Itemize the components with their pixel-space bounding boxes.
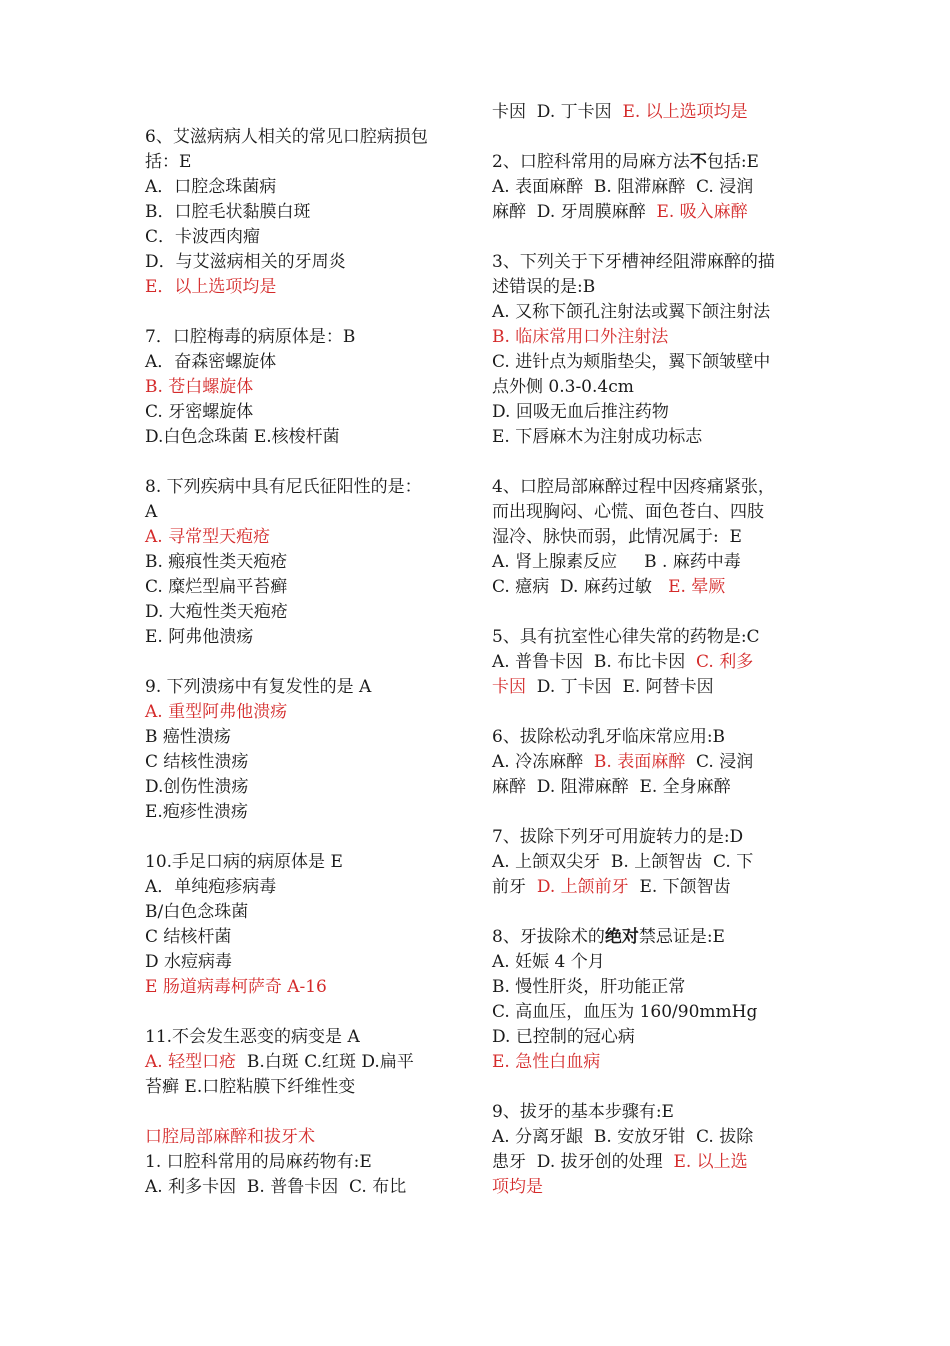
question-text-part: 8、牙拔除术的 <box>492 927 605 947</box>
option-line <box>492 875 812 900</box>
question-10 <box>145 850 463 1000</box>
question-6-extraction <box>492 725 812 800</box>
question-11 <box>145 1025 463 1100</box>
question-1-continued <box>492 100 812 125</box>
emphasis: 不 <box>689 152 707 172</box>
option: 麻醉 D. 阻滞麻醉 E. 全身麻醉 <box>492 777 731 797</box>
option: C 结核性溃疡 <box>145 752 249 772</box>
option: C. 高血压，血压为 160/90mmHg <box>492 1002 758 1022</box>
option: D.白色念珠菌 E.核梭杆菌 <box>145 427 340 447</box>
correct-answer: A. 轻型口疮 <box>145 1052 237 1072</box>
option: A. 肾上腺素反应 B . 麻药中毒 <box>492 552 741 572</box>
option: 患牙 D. 拔牙创的处理 <box>492 1152 674 1172</box>
question-7-extraction <box>492 825 812 900</box>
option: C．卡波西肉瘤 <box>145 227 261 247</box>
option: B. 慢性肝炎，肝功能正常 <box>492 977 686 997</box>
correct-answer: E. 吸入麻醉 <box>656 202 748 222</box>
question-text: 9. 下列溃疡中有复发性的是 A <box>145 677 372 697</box>
question-text-part: 2、口腔科常用的局麻方法 <box>492 152 690 172</box>
correct-answer: A. 寻常型天疱疮 <box>145 527 271 547</box>
correct-answer: E. 以上选项均是 <box>622 102 748 122</box>
option: A. 表面麻醉 B. 阻滞麻醉 C. 浸润 <box>492 177 754 197</box>
option: D. 回吸无血后推注药物 <box>492 402 669 422</box>
option-line <box>492 675 812 700</box>
left-column <box>145 125 463 1200</box>
question-text: 括：E <box>145 152 192 172</box>
correct-answer: E. 急性白血病 <box>492 1052 601 1072</box>
option: A. 利多卡因 B. 普鲁卡因 C. 布比 <box>145 1177 407 1197</box>
option: A．口腔念珠菌病 <box>145 177 277 197</box>
question-text: 3、下列关于下牙槽神经阻滞麻醉的描 <box>492 252 775 272</box>
question-text: 8. 下列疾病中具有尼氏征阳性的是： <box>145 477 422 497</box>
question-5 <box>492 625 812 700</box>
correct-answer: A. 重型阿弗他溃疡 <box>145 702 288 722</box>
question-text: 而出现胸闷、心慌、面色苍白、四肢 <box>492 502 764 522</box>
emphasis: 绝对 <box>604 927 639 947</box>
correct-answer: E 肠道病毒柯萨奇 A-16 <box>145 977 327 997</box>
correct-answer: E．以上选项均是 <box>145 277 277 297</box>
question-9 <box>145 675 463 825</box>
option: 麻醉 D. 牙周膜麻醉 <box>492 202 657 222</box>
option: D. 丁卡因 E. 阿替卡因 <box>526 677 714 697</box>
option: D. 大疱性类天疱疮 <box>145 602 288 622</box>
option: B.白斑 C.红斑 D.扁平 <box>236 1052 414 1072</box>
option: C. 癔病 D. 麻药过敏 <box>492 577 669 597</box>
option-line <box>492 200 812 225</box>
question-6 <box>145 125 463 300</box>
question-text-part: 包括:E <box>706 152 759 172</box>
correct-answer: C. 利多 <box>696 652 754 672</box>
correct-answer: B. 临床常用口外注射法 <box>492 327 669 347</box>
question-8 <box>145 475 463 650</box>
question-text: 5、具有抗室性心律失常的药物是:C <box>492 627 760 647</box>
right-column <box>492 100 812 1225</box>
question-text: A <box>145 502 158 522</box>
option: E.疱疹性溃疡 <box>145 802 248 822</box>
question-text-part: 禁忌证是:E <box>638 927 725 947</box>
option: E. 下颌智齿 <box>628 877 731 897</box>
option: C. 牙密螺旋体 <box>145 402 254 422</box>
option-line <box>492 1150 812 1175</box>
question-text: 7．口腔梅毒的病原体是：B <box>145 327 356 347</box>
option: D．与艾滋病相关的牙周炎 <box>145 252 346 272</box>
option: A．单纯疱疹病毒 <box>145 877 277 897</box>
correct-answer: 卡因 <box>492 677 526 697</box>
option: A．奋森密螺旋体 <box>145 352 277 372</box>
option: E. 阿弗他溃疡 <box>145 627 254 647</box>
question-text: 6、艾滋病病人相关的常见口腔病损包 <box>145 127 428 147</box>
option-line <box>492 750 812 775</box>
option: C. 糜烂型扁平苔癣 <box>145 577 288 597</box>
option: A. 上颌双尖牙 B. 上颌智齿 C. 下 <box>492 852 754 872</box>
question-text: 4、口腔局部麻醉过程中因疼痛紧张， <box>492 477 775 497</box>
question-text: 10.手足口病的病原体是 E <box>145 852 343 872</box>
correct-answer: B. 苍白螺旋体 <box>145 377 254 397</box>
option: E. 下唇麻木为注射成功标志 <box>492 427 703 447</box>
correct-answer: 项均是 <box>492 1177 543 1197</box>
option: D.创伤性溃疡 <box>145 777 249 797</box>
option: A. 普鲁卡因 B. 布比卡因 <box>492 652 696 672</box>
option: A. 妊娠 4 个月 <box>492 952 605 972</box>
section-local-anesthesia <box>145 1125 463 1200</box>
option: B. 瘢痕性类天疱疮 <box>145 552 288 572</box>
question-3 <box>492 250 812 450</box>
correct-answer: E. 以上选 <box>673 1152 748 1172</box>
correct-answer: D. 上颌前牙 <box>536 877 629 897</box>
option: 点外侧 0.3-0.4cm <box>492 377 634 397</box>
correct-answer: B. 表面麻醉 <box>593 752 686 772</box>
option: 前牙 <box>492 877 537 897</box>
question-9-extraction <box>492 1100 812 1200</box>
question-2 <box>492 150 812 225</box>
question-text: 述错误的是:B <box>492 277 596 297</box>
option: A. 冷冻麻醉 <box>492 752 594 772</box>
option: 苔癣 E.口腔粘膜下纤维性变 <box>145 1077 356 1097</box>
option: C. 浸润 <box>685 752 754 772</box>
option: A. 分离牙龈 B. 安放牙钳 C. 拔除 <box>492 1127 754 1147</box>
section-title: 口腔局部麻醉和拔牙术 <box>145 1127 315 1147</box>
question-text: 6、拔除松动乳牙临床常应用:B <box>492 727 726 747</box>
option-line <box>492 575 812 600</box>
option: D. 已控制的冠心病 <box>492 1027 635 1047</box>
question-text: 湿冷、脉快而弱，此情况属于: E <box>492 527 742 547</box>
option: B/白色念珠菌 <box>145 902 249 922</box>
option: B 癌性溃疡 <box>145 727 231 747</box>
question-4 <box>492 475 812 600</box>
option: C 结核杆菌 <box>145 927 232 947</box>
option-line <box>492 650 812 675</box>
question-text: 7、拔除下列牙可用旋转力的是:D <box>492 827 744 847</box>
question-text: 11.不会发生恶变的病变是 A <box>145 1027 360 1047</box>
option: A. 又称下颌孔注射法或翼下颌注射法 <box>492 302 771 322</box>
question-text <box>492 925 812 950</box>
question-8-extraction <box>492 925 812 1075</box>
option: B．口腔毛状黏膜白斑 <box>145 202 311 222</box>
option: C. 进针点为颊脂垫尖，翼下颌皱壁中 <box>492 352 771 372</box>
option: 卡因 D. 丁卡因 <box>492 102 623 122</box>
option-line <box>492 100 812 125</box>
option-line <box>145 1050 463 1075</box>
question-7 <box>145 325 463 450</box>
option: D 水痘病毒 <box>145 952 233 972</box>
question-text: 9、拔牙的基本步骤有:E <box>492 1102 674 1122</box>
correct-answer: E. 晕厥 <box>668 577 726 597</box>
question-text <box>492 150 812 175</box>
question-text: 1. 口腔科常用的局麻药物有:E <box>145 1152 372 1172</box>
